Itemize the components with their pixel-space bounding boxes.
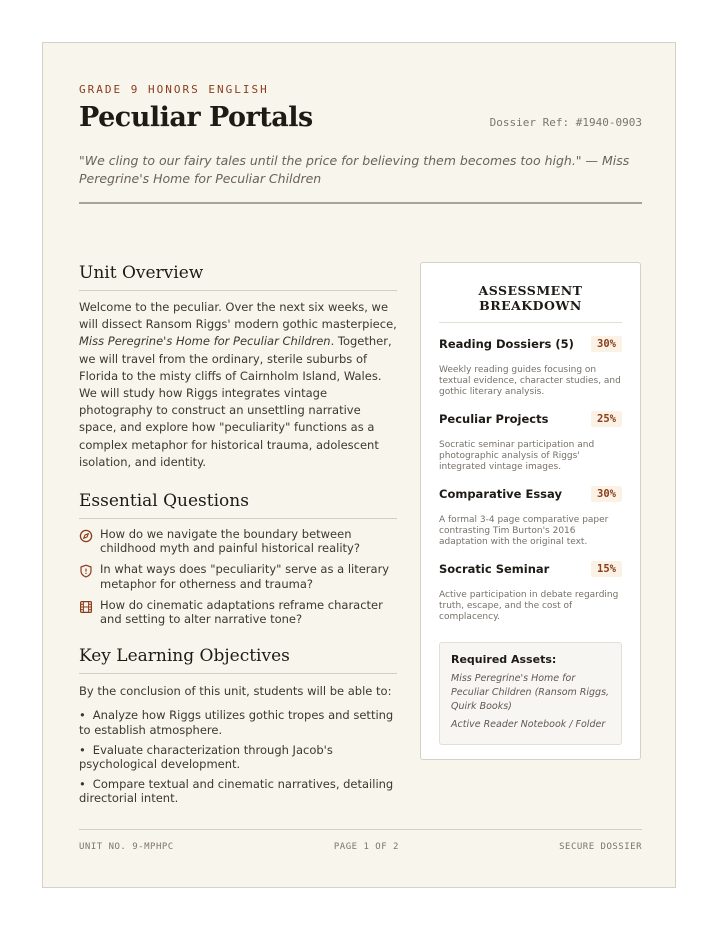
question-text: How do we navigate the boundary between childhood myth and painful historical reality? <box>100 527 360 556</box>
question-item <box>79 562 397 590</box>
assessment-item-header <box>439 336 622 352</box>
assessment-name: Socratic Seminar <box>439 562 550 576</box>
bullet-icon: • <box>79 742 86 757</box>
assessment-item-header <box>439 486 622 502</box>
objective-item <box>79 708 397 736</box>
assessment-weight-badge: 25% <box>591 411 622 427</box>
objective-text: Compare textual and cinematic narratives, detailing directorial intent. <box>79 777 394 806</box>
unit-overview-section <box>79 263 397 471</box>
dossier-page <box>42 42 676 888</box>
assessment-item <box>439 336 622 398</box>
assessment-description: Weekly reading guides focusing on textual evidence, character studies, and gothic literary analysis. <box>439 365 621 397</box>
assessment-name: Peculiar Projects <box>439 412 549 426</box>
objective-item <box>79 743 397 771</box>
question-list <box>79 527 397 626</box>
main-column <box>79 263 397 812</box>
assessment-weight-badge: 15% <box>591 561 622 577</box>
unit-overview-heading: Unit Overview <box>79 263 397 291</box>
learning-objectives-section <box>79 646 397 805</box>
course-kicker: GRADE 9 HONORS ENGLISH <box>79 83 269 96</box>
assessment-description: Active participation in debate regarding truth, escape, and the cost of complacency. <box>439 590 619 622</box>
required-asset-item: Active Reader Notebook / Folder <box>451 719 606 730</box>
footer-page-number: PAGE 1 OF 2 <box>333 842 399 852</box>
epigraph-quote: "We cling to our fairy tales until the price for believing them becomes too high." — Miss Peregrine's Home for Peculiar Children <box>79 153 630 186</box>
shield-icon <box>79 563 93 577</box>
objective-list <box>79 708 397 805</box>
assessment-description: A formal 3-4 page comparative paper contrasting Tim Burton's 2016 adaptation with the original text. <box>439 515 609 547</box>
assessment-item-header <box>439 561 622 577</box>
required-assets-title: Required Assets: <box>451 653 557 666</box>
objectives-intro: By the conclusion of this unit, students will be able to: <box>79 684 392 699</box>
objective-text: Evaluate characterization through Jacob's psychological development. <box>79 742 333 772</box>
footer-label: SECURE DOSSIER <box>559 842 642 852</box>
learning-objectives-heading: Key Learning Objectives <box>79 646 397 674</box>
overview-text-part-1: Welcome to the peculiar. Over the next six weeks, we will dissect Ransom Riggs' modern gothic masterpiece, <box>79 300 397 332</box>
essential-questions-heading: Essential Questions <box>79 491 397 519</box>
assessment-item <box>439 486 622 548</box>
dossier-ref: Dossier Ref: #1940-0903 <box>489 116 642 129</box>
page-title: Peculiar Portals <box>79 102 313 133</box>
essential-questions-section <box>79 491 397 626</box>
page-header <box>79 83 642 204</box>
bullet-icon: • <box>79 777 86 792</box>
question-text: How do cinematic adaptations reframe character and setting to alter narrative tone? <box>100 597 383 627</box>
overview-text-part-2: . Together, we will travel from the ordinary, sterile suburbs of Florida to the misty cliffs of Cairnholm Island, Wales. We will study how Riggs integrates vintage photography to construct an unsettling narrative space, and explore how "peculiarity" functions as a complex metaphor for historical trauma, adolescent isolation, and identity. <box>79 334 392 469</box>
question-item <box>79 527 397 555</box>
assessment-title: ASSESSMENT BREAKDOWN <box>439 283 622 323</box>
bullet-icon: • <box>79 708 86 723</box>
film-icon <box>79 599 93 613</box>
footer-unit-number: UNIT NO. 9-MPHPC <box>79 842 174 852</box>
assessment-item <box>439 411 622 473</box>
assessment-item <box>439 561 622 623</box>
assessment-card <box>420 262 641 760</box>
assessment-item-header <box>439 411 622 427</box>
assessment-name: Reading Dossiers (5) <box>439 337 574 351</box>
unit-overview-text <box>79 299 397 471</box>
assessment-weight-badge: 30% <box>591 336 622 352</box>
header-divider <box>79 202 642 204</box>
assessment-weight-badge: 30% <box>591 486 622 502</box>
page-footer <box>79 829 642 852</box>
compass-icon <box>79 528 93 542</box>
required-asset-item: Miss Peregrine's Home for Peculiar Children (Ransom Riggs, Quirk Books) <box>451 673 610 712</box>
assessment-description: Socratic seminar participation and photographic analysis of Riggs' integrated vintage images. <box>439 440 595 472</box>
required-assets-box <box>439 642 622 745</box>
assessment-name: Comparative Essay <box>439 487 562 501</box>
question-item <box>79 598 397 626</box>
title-row <box>79 102 642 142</box>
question-text: In what ways does "peculiarity" serve as a literary metaphor for otherness and trauma? <box>100 562 390 591</box>
objective-item <box>79 777 397 805</box>
objective-text: Analyze how Riggs utilizes gothic tropes and setting to establish atmosphere. <box>79 708 394 737</box>
book-title: Miss Peregrine's Home for Peculiar Children <box>79 334 331 349</box>
